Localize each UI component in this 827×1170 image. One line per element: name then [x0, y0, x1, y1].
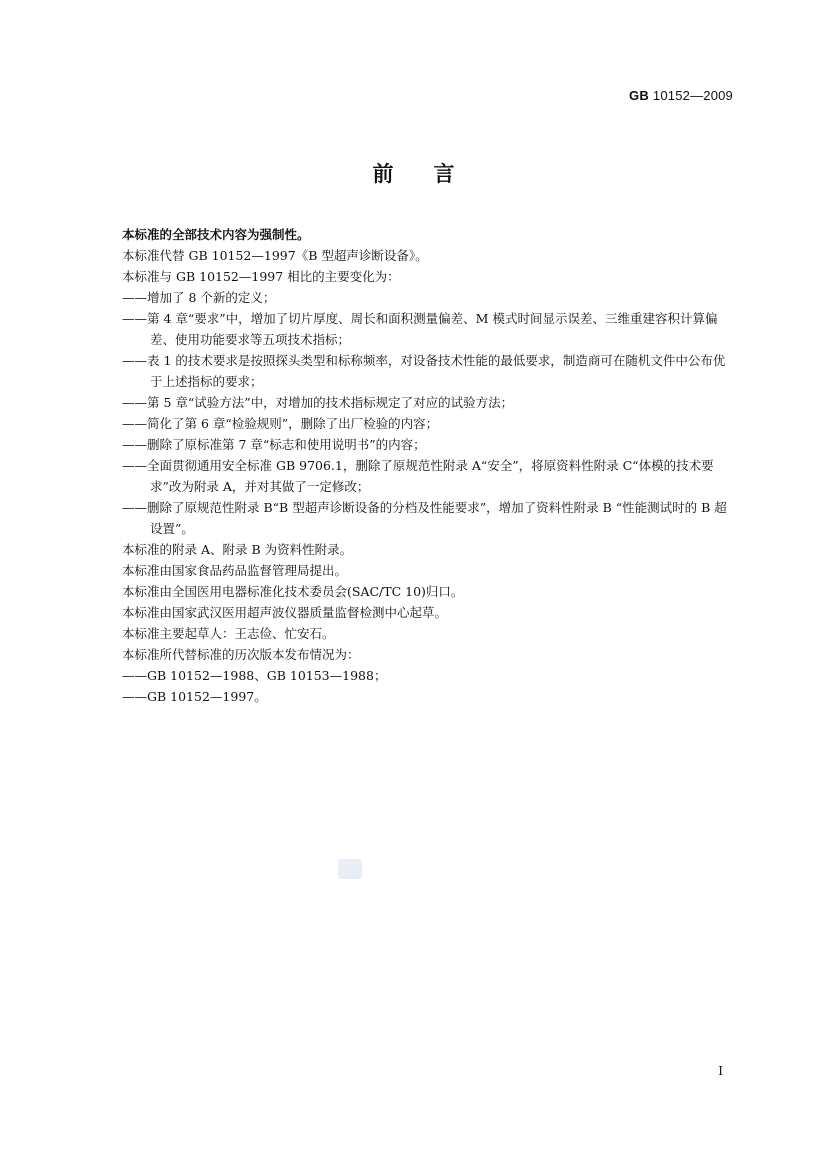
- change-item: ——全面贯彻通用安全标准 GB 9706.1，删除了原规范性附录 A“安全”，将原资料性附录 C“体模的技术要求”改为附录 A，并对其做了一定修改；: [122, 458, 714, 494]
- committee-note: 本标准由全国医用电器标准化技术委员会(SAC/TC 10)归口。: [122, 584, 464, 599]
- change-item: ——表 1 的技术要求是按照探头类型和标称频率，对设备技术性能的最低要求，制造商可在随机文件中公布优于上述指标的要求；: [122, 353, 726, 389]
- standard-code: [629, 88, 733, 103]
- history-item: ——GB 10152—1997。: [122, 689, 267, 704]
- page-title: [0, 158, 827, 188]
- page-number: I: [718, 1064, 723, 1078]
- appendix-note: 本标准的附录 A、附录 B 为资料性附录。: [122, 542, 353, 557]
- page-title-char-2: 言: [433, 162, 455, 186]
- standard-code-prefix: GB: [629, 88, 649, 103]
- mandatory-statement: 本标准的全部技术内容为强制性。: [122, 227, 310, 242]
- watermark-stamp: [338, 859, 362, 879]
- replacement-statement: 本标准代替 GB 10152—1997《B 型超声诊断设备》。: [122, 248, 428, 263]
- changes-intro: 本标准与 GB 10152—1997 相比的主要变化为：: [122, 269, 400, 284]
- change-item: ——删除了原标准第 7 章“标志和使用说明书”的内容；: [122, 437, 426, 452]
- history-intro: 本标准所代替标准的历次版本发布情况为：: [122, 647, 360, 662]
- page-title-char-1: 前: [372, 162, 394, 186]
- change-item: ——删除了原规范性附录 B“B 型超声诊断设备的分档及性能要求”，增加了资料性附录 B “性能测试时的 B 超设置”。: [122, 500, 727, 536]
- proposer-note: 本标准由国家食品药品监督管理局提出。: [122, 563, 348, 578]
- drafter-note: 本标准由国家武汉医用超声波仪器质量监督检测中心起草。: [122, 605, 448, 620]
- change-item: ——第 4 章“要求”中，增加了切片厚度、周长和面积测量偏差、M 模式时间显示误差、三维重建容积计算偏差、使用功能要求等五项技术指标；: [122, 311, 718, 347]
- foreword-body: [122, 224, 737, 707]
- change-item: ——简化了第 6 章“检验规则”，删除了出厂检验的内容；: [122, 416, 439, 431]
- standard-code-number: 10152—2009: [652, 88, 733, 103]
- authors-note: 本标准主要起草人：王志俭、忙安石。: [122, 626, 335, 641]
- change-item: ——增加了 8 个新的定义；: [122, 290, 276, 305]
- history-item: ——GB 10152—1988、GB 10153—1988；: [122, 668, 387, 683]
- change-item: ——第 5 章“试验方法”中，对增加的技术指标规定了对应的试验方法；: [122, 395, 514, 410]
